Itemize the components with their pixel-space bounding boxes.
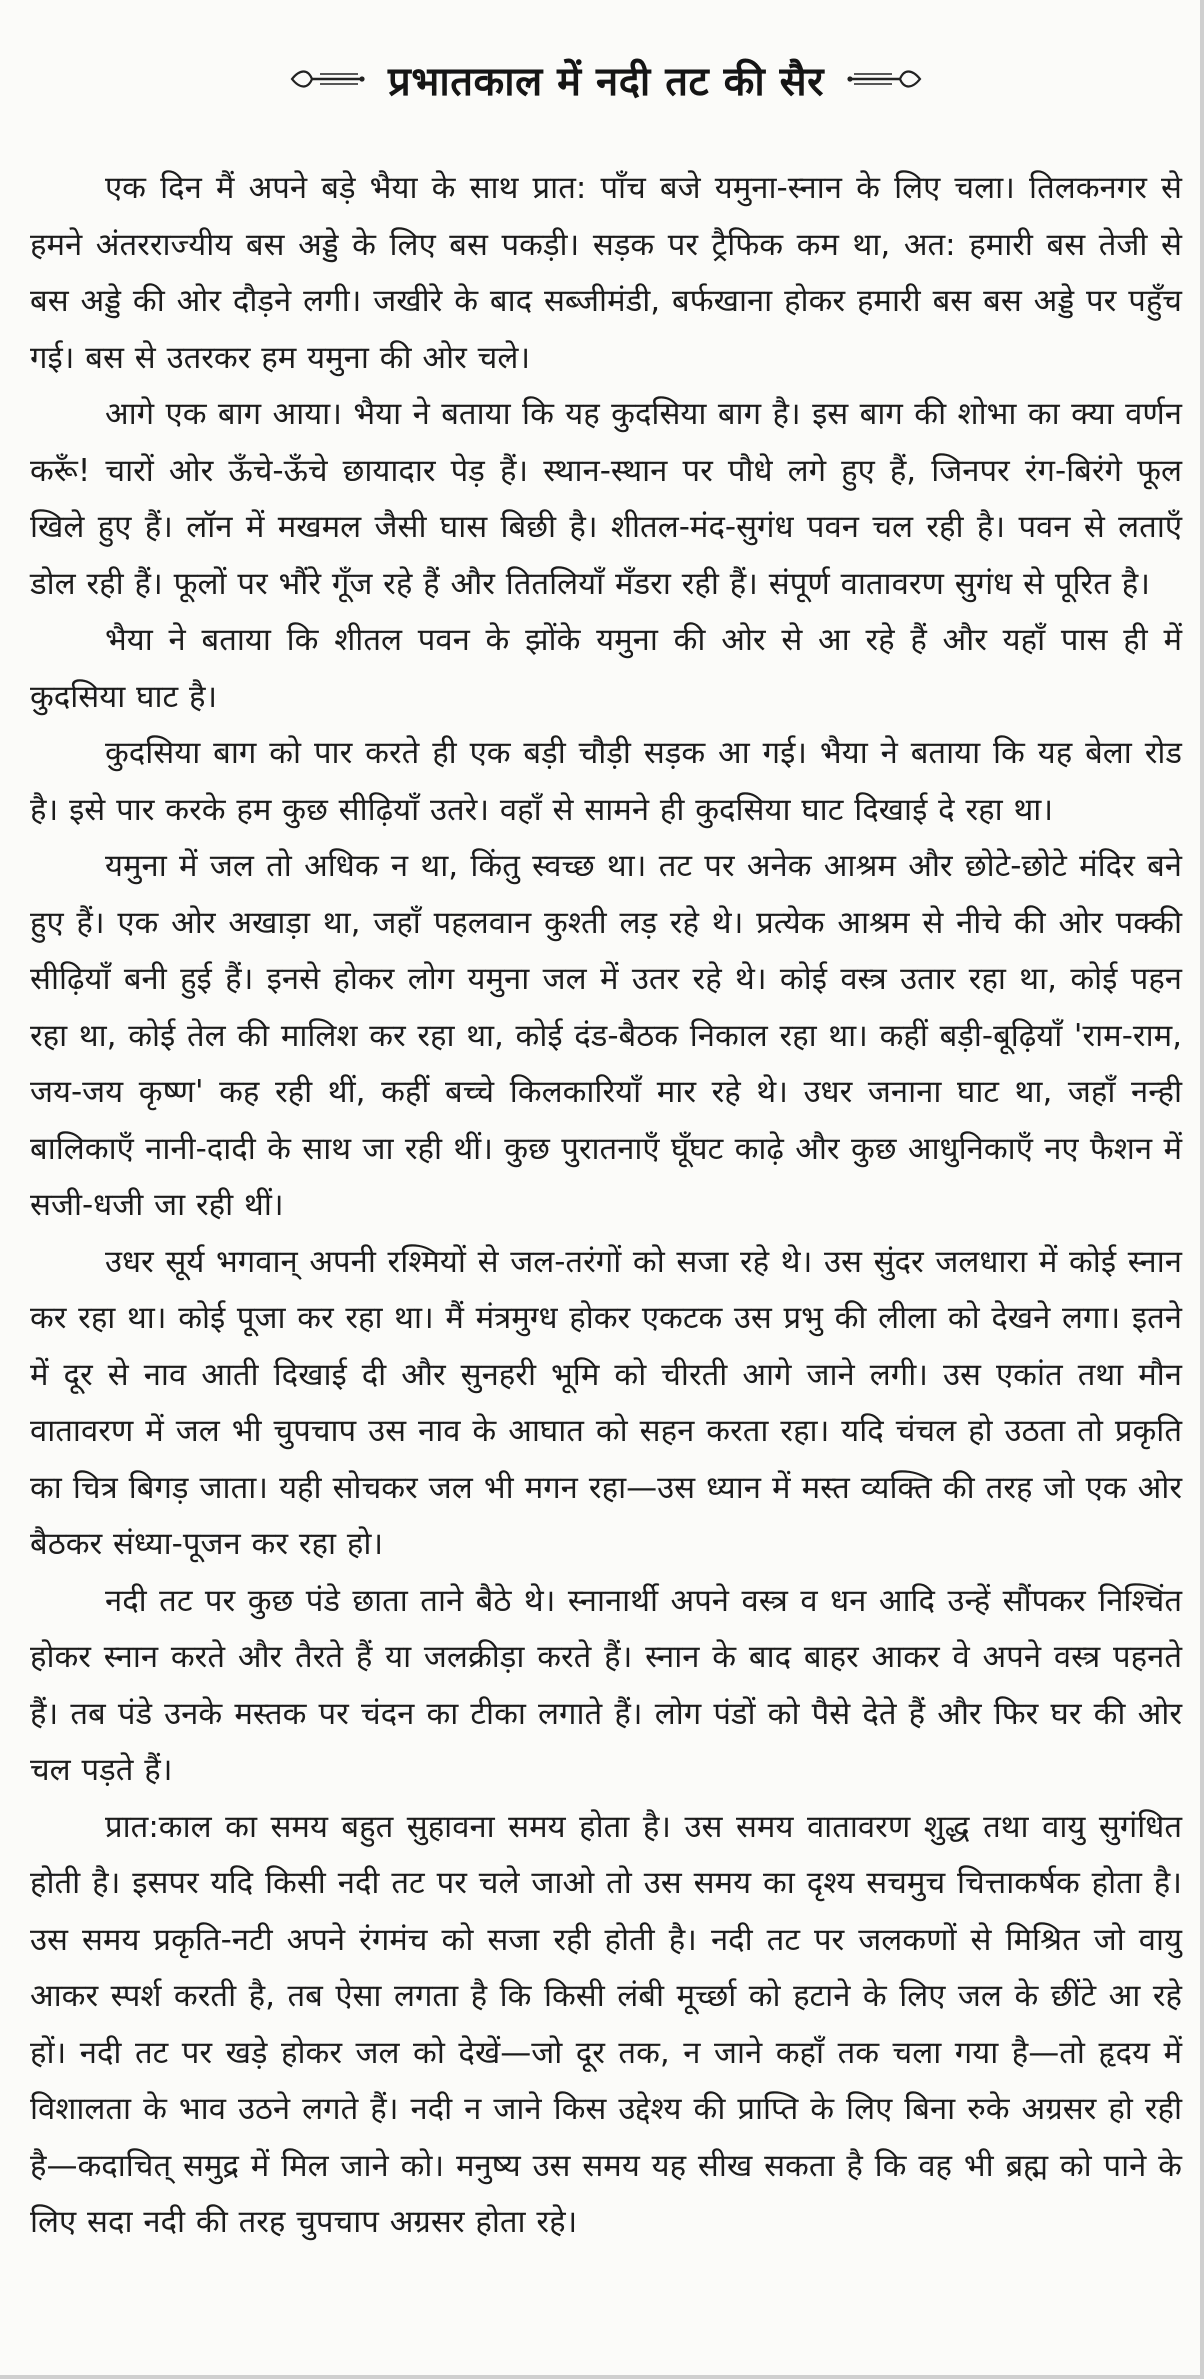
paragraph-4: कुदसिया बाग को पार करते ही एक बड़ी चौड़ी सड़क आ गई। भैया ने बताया कि यह बेला रोड है। इसे पार करके हम कुछ सीढ़ियाँ उतरे। वहाँ से सामने ही कुदसिया घाट दिखाई दे रहा था। bbox=[30, 735, 1182, 828]
page-shadow-bottom bbox=[0, 2375, 1204, 2379]
left-flourish-icon bbox=[288, 64, 366, 94]
page-shadow-right bbox=[1200, 0, 1204, 2379]
essay-title: प्रभातकाल में नदी तट की सैर bbox=[387, 58, 825, 105]
paragraph-7: नदी तट पर कुछ पंडे छाता ताने बैठे थे। स्नानार्थी अपने वस्त्र व धन आदि उन्हें सौंपकर निश्चिंत होकर स्नान करते और तैरते हैं या जलक्रीड़ा करते हैं। स्नान के बाद बाहर आकर वे अपने वस्त्र पहनते हैं। तब पंडे उनके मस्तक पर चंदन का टीका लगाते हैं। लोग पंडों को पैसे देते हैं और फिर घर की ओर चल पड़ते हैं। bbox=[30, 1582, 1182, 1788]
right-flourish-icon bbox=[846, 64, 924, 94]
title-row bbox=[30, 36, 1182, 122]
paragraph-6: उधर सूर्य भगवान् अपनी रश्मियों से जल-तरंगों को सजा रहे थे। उस सुंदर जलधारा में कोई स्नान कर रहा था। कोई पूजा कर रहा था। मैं मंत्रमुग्ध होकर एकटक उस प्रभु की लीला को देखने लगा। इतने में दूर से नाव आती दिखाई दी और सुनहरी भूमि को चीरती आगे जाने लगी। उस एकांत तथा मौन वातावरण में जल भी चुपचाप उस नाव के आघात को सहन करता रहा। यदि चंचल हो उठता तो प्रकृति का चित्र बिगड़ जाता। यही सोचकर जल भी मगन रहा—उस ध्यान में मस्त व्यक्ति की तरह जो एक ओर बैठकर संध्या-पूजन कर रहा हो। bbox=[30, 1243, 1182, 1562]
essay-body bbox=[30, 160, 1182, 2251]
paragraph-5: यमुना में जल तो अधिक न था, किंतु स्वच्छ था। तट पर अनेक आश्रम और छोटे-छोटे मंदिर बने हुए हैं। एक ओर अखाड़ा था, जहाँ पहलवान कुश्ती लड़ रहे थे। प्रत्येक आश्रम से नीचे की ओर पक्की सीढ़ियाँ बनी हुई हैं। इनसे होकर लोग यमुना जल में उतर रहे थे। कोई वस्त्र उतार रहा था, कोई पहन रहा था, कोई तेल की मालिश कर रहा था, कोई दंड-बैठक निकाल रहा था। कहीं बड़ी-बूढ़ियाँ 'राम-राम, जय-जय कृष्ण' कह रही थीं, कहीं बच्चे किलकारियाँ मार रहे थे। उधर जनाना घाट था, जहाँ नन्ही बालिकाएँ नानी-दादी के साथ जा रही थीं। कुछ पुरातनाएँ घूँघट काढ़े और कुछ आधुनिकाएँ नए फैशन में सजी-धजी जा रही थीं। bbox=[30, 848, 1182, 1223]
paragraph-3: भैया ने बताया कि शीतल पवन के झोंके यमुना की ओर से आ रहे हैं और यहाँ पास ही में कुदसिया घाट है। bbox=[30, 622, 1182, 715]
paragraph-1: एक दिन मैं अपने बड़े भैया के साथ प्रात: पाँच बजे यमुना-स्नान के लिए चला। तिलकनगर से हमने अंतरराज्यीय बस अड्डे के लिए बस पकड़ी। सड़क पर ट्रैफिक कम था, अत: हमारी बस तेजी से बस अड्डे की ओर दौड़ने लगी। जखीरे के बाद सब्जीमंडी, बर्फखाना होकर हमारी बस बस अड्डे पर पहुँच गई। बस से उतरकर हम यमुना की ओर चले। bbox=[30, 170, 1182, 376]
paragraph-8: प्रात:काल का समय बहुत सुहावना समय होता है। उस समय वातावरण शुद्ध तथा वायु सुगंधित होती है। इसपर यदि किसी नदी तट पर चले जाओ तो उस समय का दृश्य सचमुच चित्ताकर्षक होता है। उस समय प्रकृति-नटी अपने रंगमंच को सजा रही होती है। नदी तट पर जलकणों से मिश्रित जो वायु आकर स्पर्श करती है, तब ऐसा लगता है कि किसी लंबी मूर्च्छा को हटाने के लिए जल के छींटे आ रहे हों। नदी तट पर खड़े होकर जल को देखें—जो दूर तक, न जाने कहाँ तक चला गया है—तो हृदय में विशालता के भाव उठने लगते हैं। नदी न जाने किस उद्देश्य की प्राप्ति के लिए बिना रुके अग्रसर हो रही है—कदाचित् समुद्र में मिल जाने को। मनुष्य उस समय यह सीख सकता है कि वह भी ब्रह्म को पाने के लिए सदा नदी की तरह चुपचाप अग्रसर होता रहे। bbox=[30, 1808, 1183, 2240]
paragraph-2: आगे एक बाग आया। भैया ने बताया कि यह कुदसिया बाग है। इस बाग की शोभा का क्या वर्णन करूँ! चारों ओर ऊँचे-ऊँचे छायादार पेड़ हैं। स्थान-स्थान पर पौधे लगे हुए हैं, जिनपर रंग-बिरंगे फूल खिले हुए हैं। लॉन में मखमल जैसी घास बिछी है। शीतल-मंद-सुगंध पवन चल रही है। पवन से लताएँ डोल रही हैं। फूलों पर भौंरे गूँज रहे हैं और तितलियाँ मँडरा रही हैं। संपूर्ण वातावरण सुगंध से पूरित है। bbox=[30, 396, 1182, 602]
